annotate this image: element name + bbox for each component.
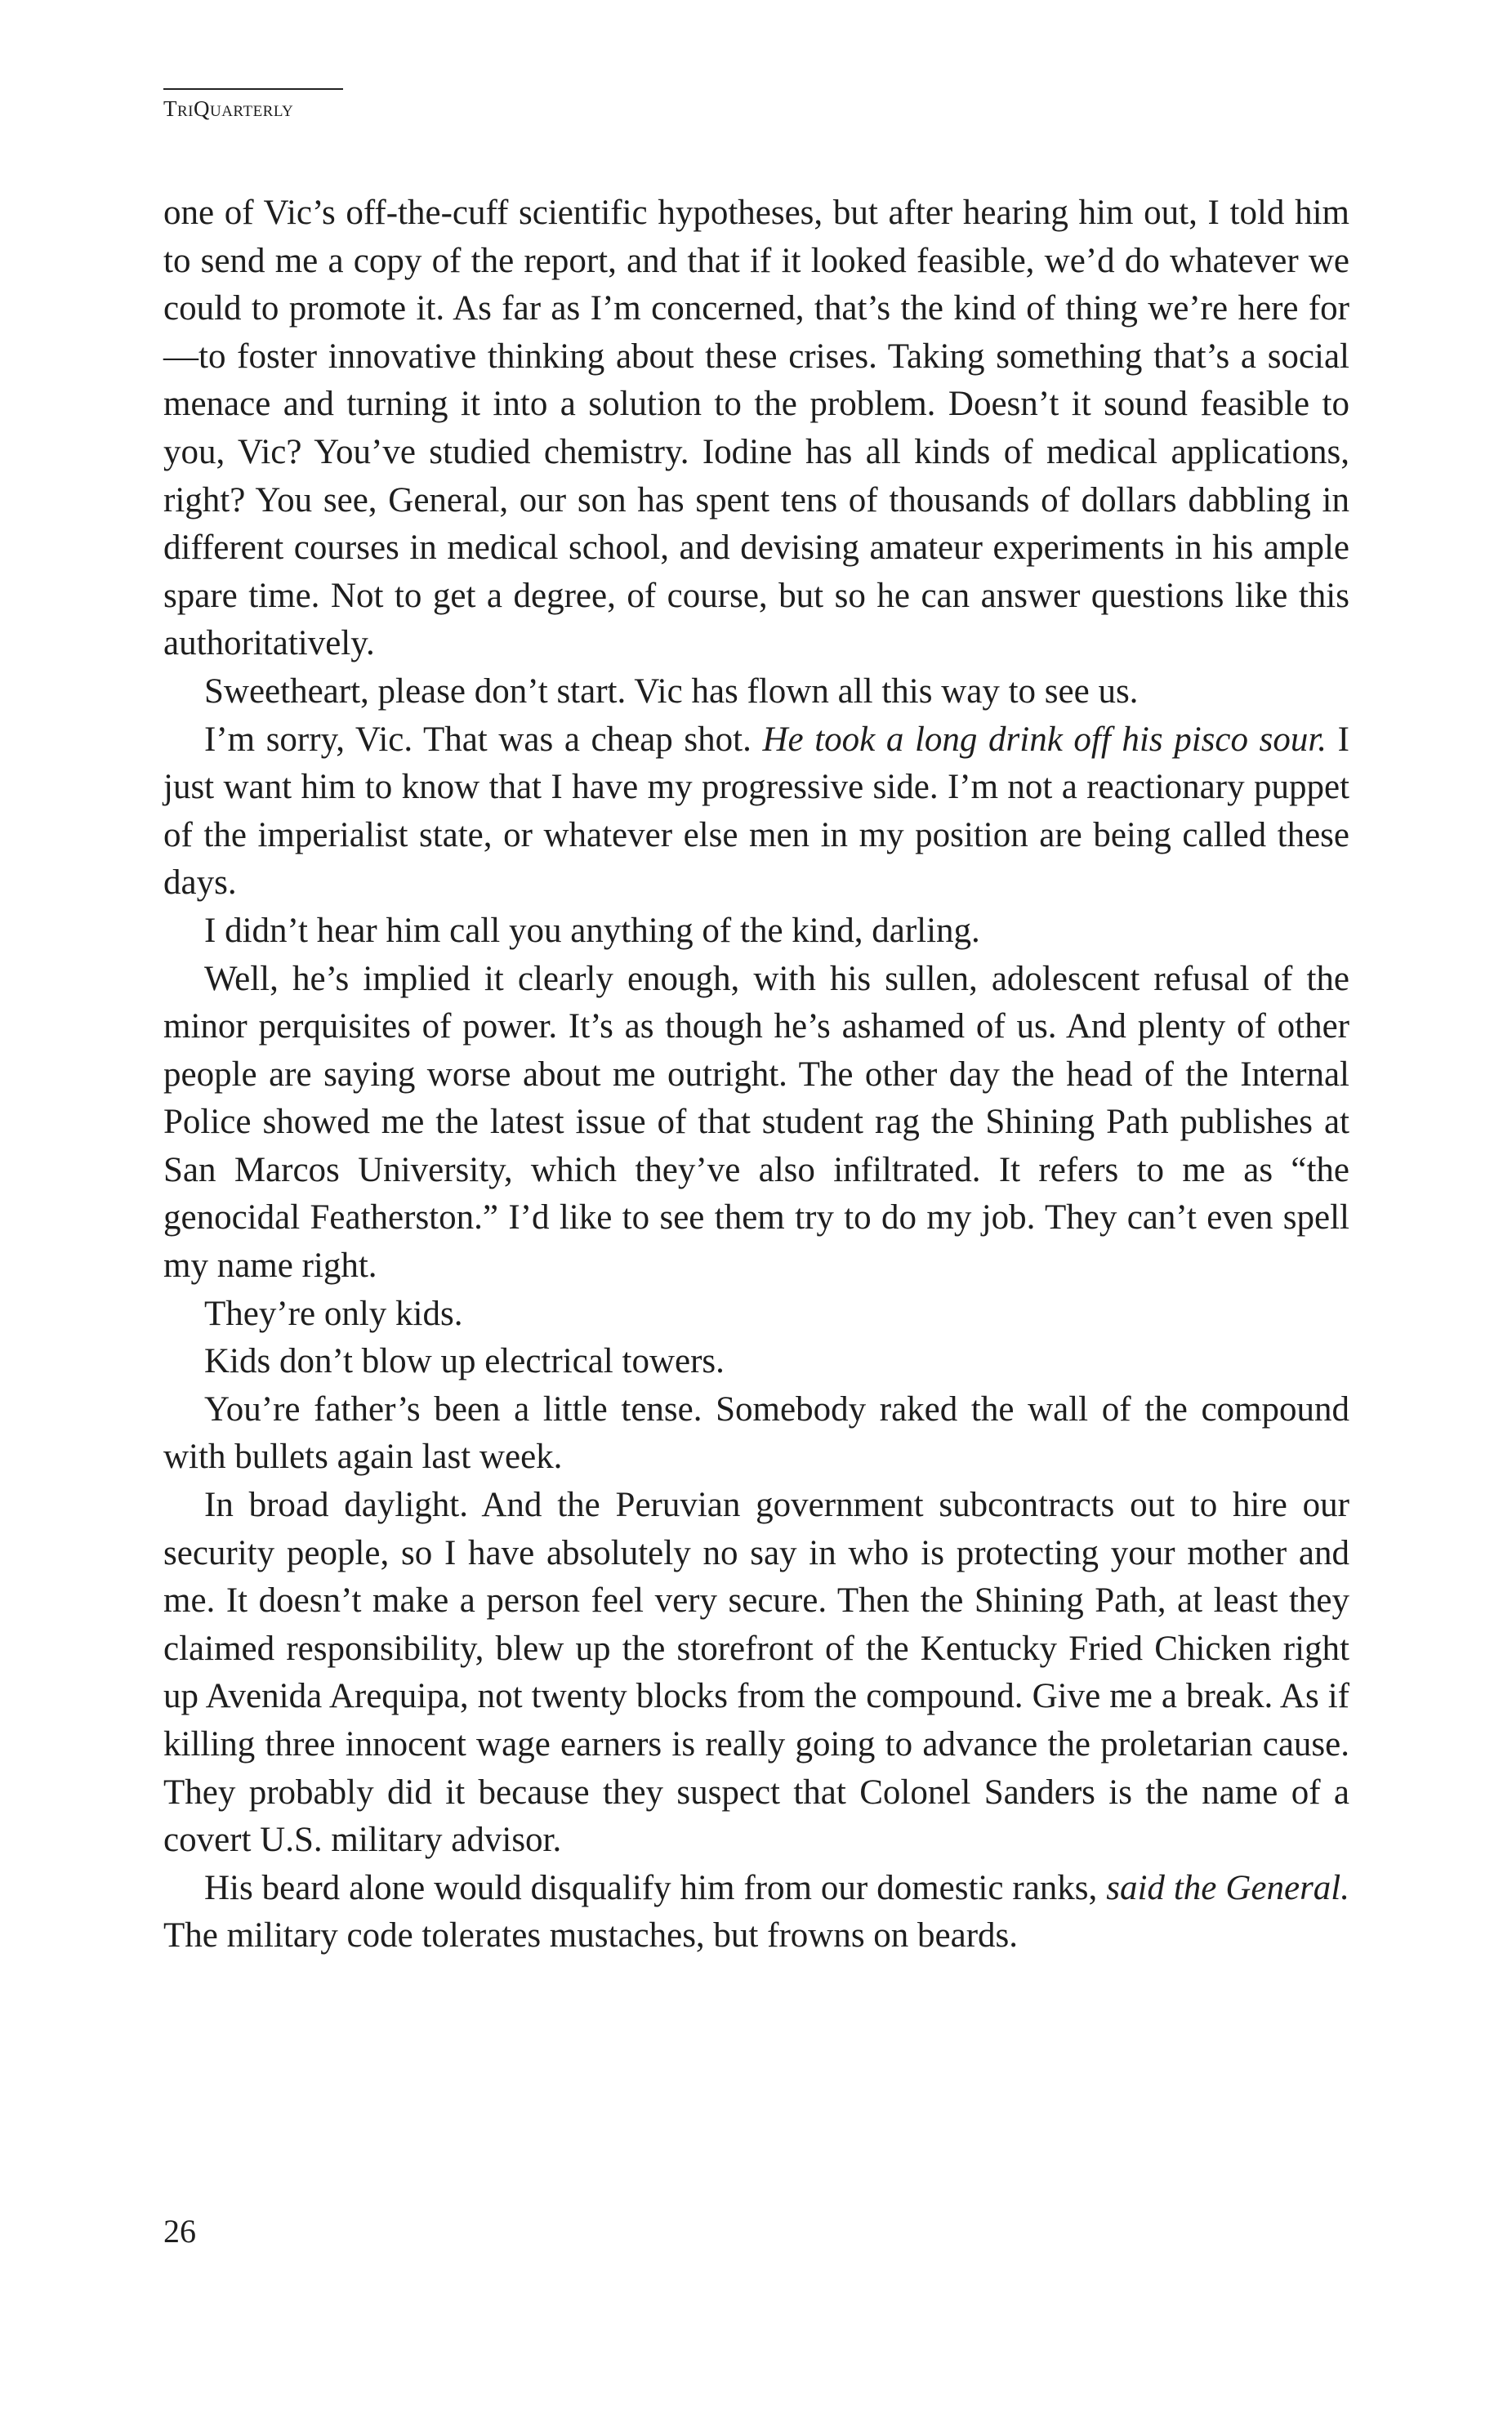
paragraph-text: The military code tolerates mustaches, but frowns on beards. xyxy=(163,1916,1019,1955)
running-head: TriQuarterly xyxy=(163,88,343,120)
paragraph: Sweetheart, please don’t start. Vic has flown all this way to see us. xyxy=(204,671,1139,711)
paragraph: Well, he’s implied it clearly enough, with his sullen, adolescent refusal of the minor perquisites of power. It’s as though he’s ashamed of us. And plenty of other people are saying worse about me outright. The other day the head of the Internal Police showed me the latest issue of that student rag the Shining Path publishes at San Marcos University, which they’ve also infiltrated. It refers to me as “the genocidal Featherston.” I’d like to see them try to do my job. They can’t even spell my name right. xyxy=(163,959,1349,1286)
paragraph-text: I just want him to know that I have my progressive side. I’m not a reactionary puppet of the imperialist state, or whatever else men in my position are being called these days. xyxy=(163,720,1349,903)
italic-stage-direction: said the General. xyxy=(1106,1868,1349,1907)
paragraph xyxy=(163,716,1349,907)
paragraph: They’re only kids. xyxy=(204,1294,463,1333)
paragraph: I didn’t hear him call you anything of the kind, darling. xyxy=(204,911,980,950)
paragraph-text: His beard alone would disqualify him from our domestic ranks, xyxy=(204,1868,1107,1907)
italic-stage-direction: He took a long drink off his pisco sour. xyxy=(762,720,1327,759)
body-text xyxy=(163,190,1349,1960)
paragraph xyxy=(163,1865,1349,1960)
paragraph: Kids don’t blow up electrical towers. xyxy=(204,1342,725,1381)
paragraph: In broad daylight. And the Peruvian government subcontracts out to hire our security people, so I have absolutely no say in who is protecting your mother and me. It doesn’t make a person feel very secure. Then the Shining Path, at least they claimed responsibility, blew up the storefront of the Kentucky Fried Chicken right up Avenida Arequipa, not twenty blocks from the compound. Give me a break. As if killing three innocent wage earners is really going to advance the proletarian cause. They probably did it because they suspect that Colonel Sanders is the name of a covert U.S. military advisor. xyxy=(163,1486,1349,1860)
page-number: 26 xyxy=(163,2213,196,2250)
paragraph: one of Vic’s off-the-cuff scientific hypotheses, but after hearing him out, I told him to send me a copy of the report, and that if it looked feasible, we’d do whatever we could to promote it. As far as I’m concerned, that’s the kind of thing we’re here for—to foster innovative thinking about these crises. Taking something that’s a social menace and turning it into a solution to the problem. Doesn’t it sound feasible to you, Vic? You’ve studied chemistry. Iodine has all kinds of medical applications, right? You see, General, our son has spent tens of thousands of dollars dabbling in different courses in medical school, and devising amateur experiments in his ample spare time. Not to get a degree, of course, but so he can answer questions like this authoritatively. xyxy=(163,194,1349,663)
paragraph-text: I’m sorry, Vic. That was a cheap shot. xyxy=(204,720,763,759)
paragraph: You’re father’s been a little tense. Somebody raked the wall of the compound with bullets again last week. xyxy=(163,1389,1349,1477)
